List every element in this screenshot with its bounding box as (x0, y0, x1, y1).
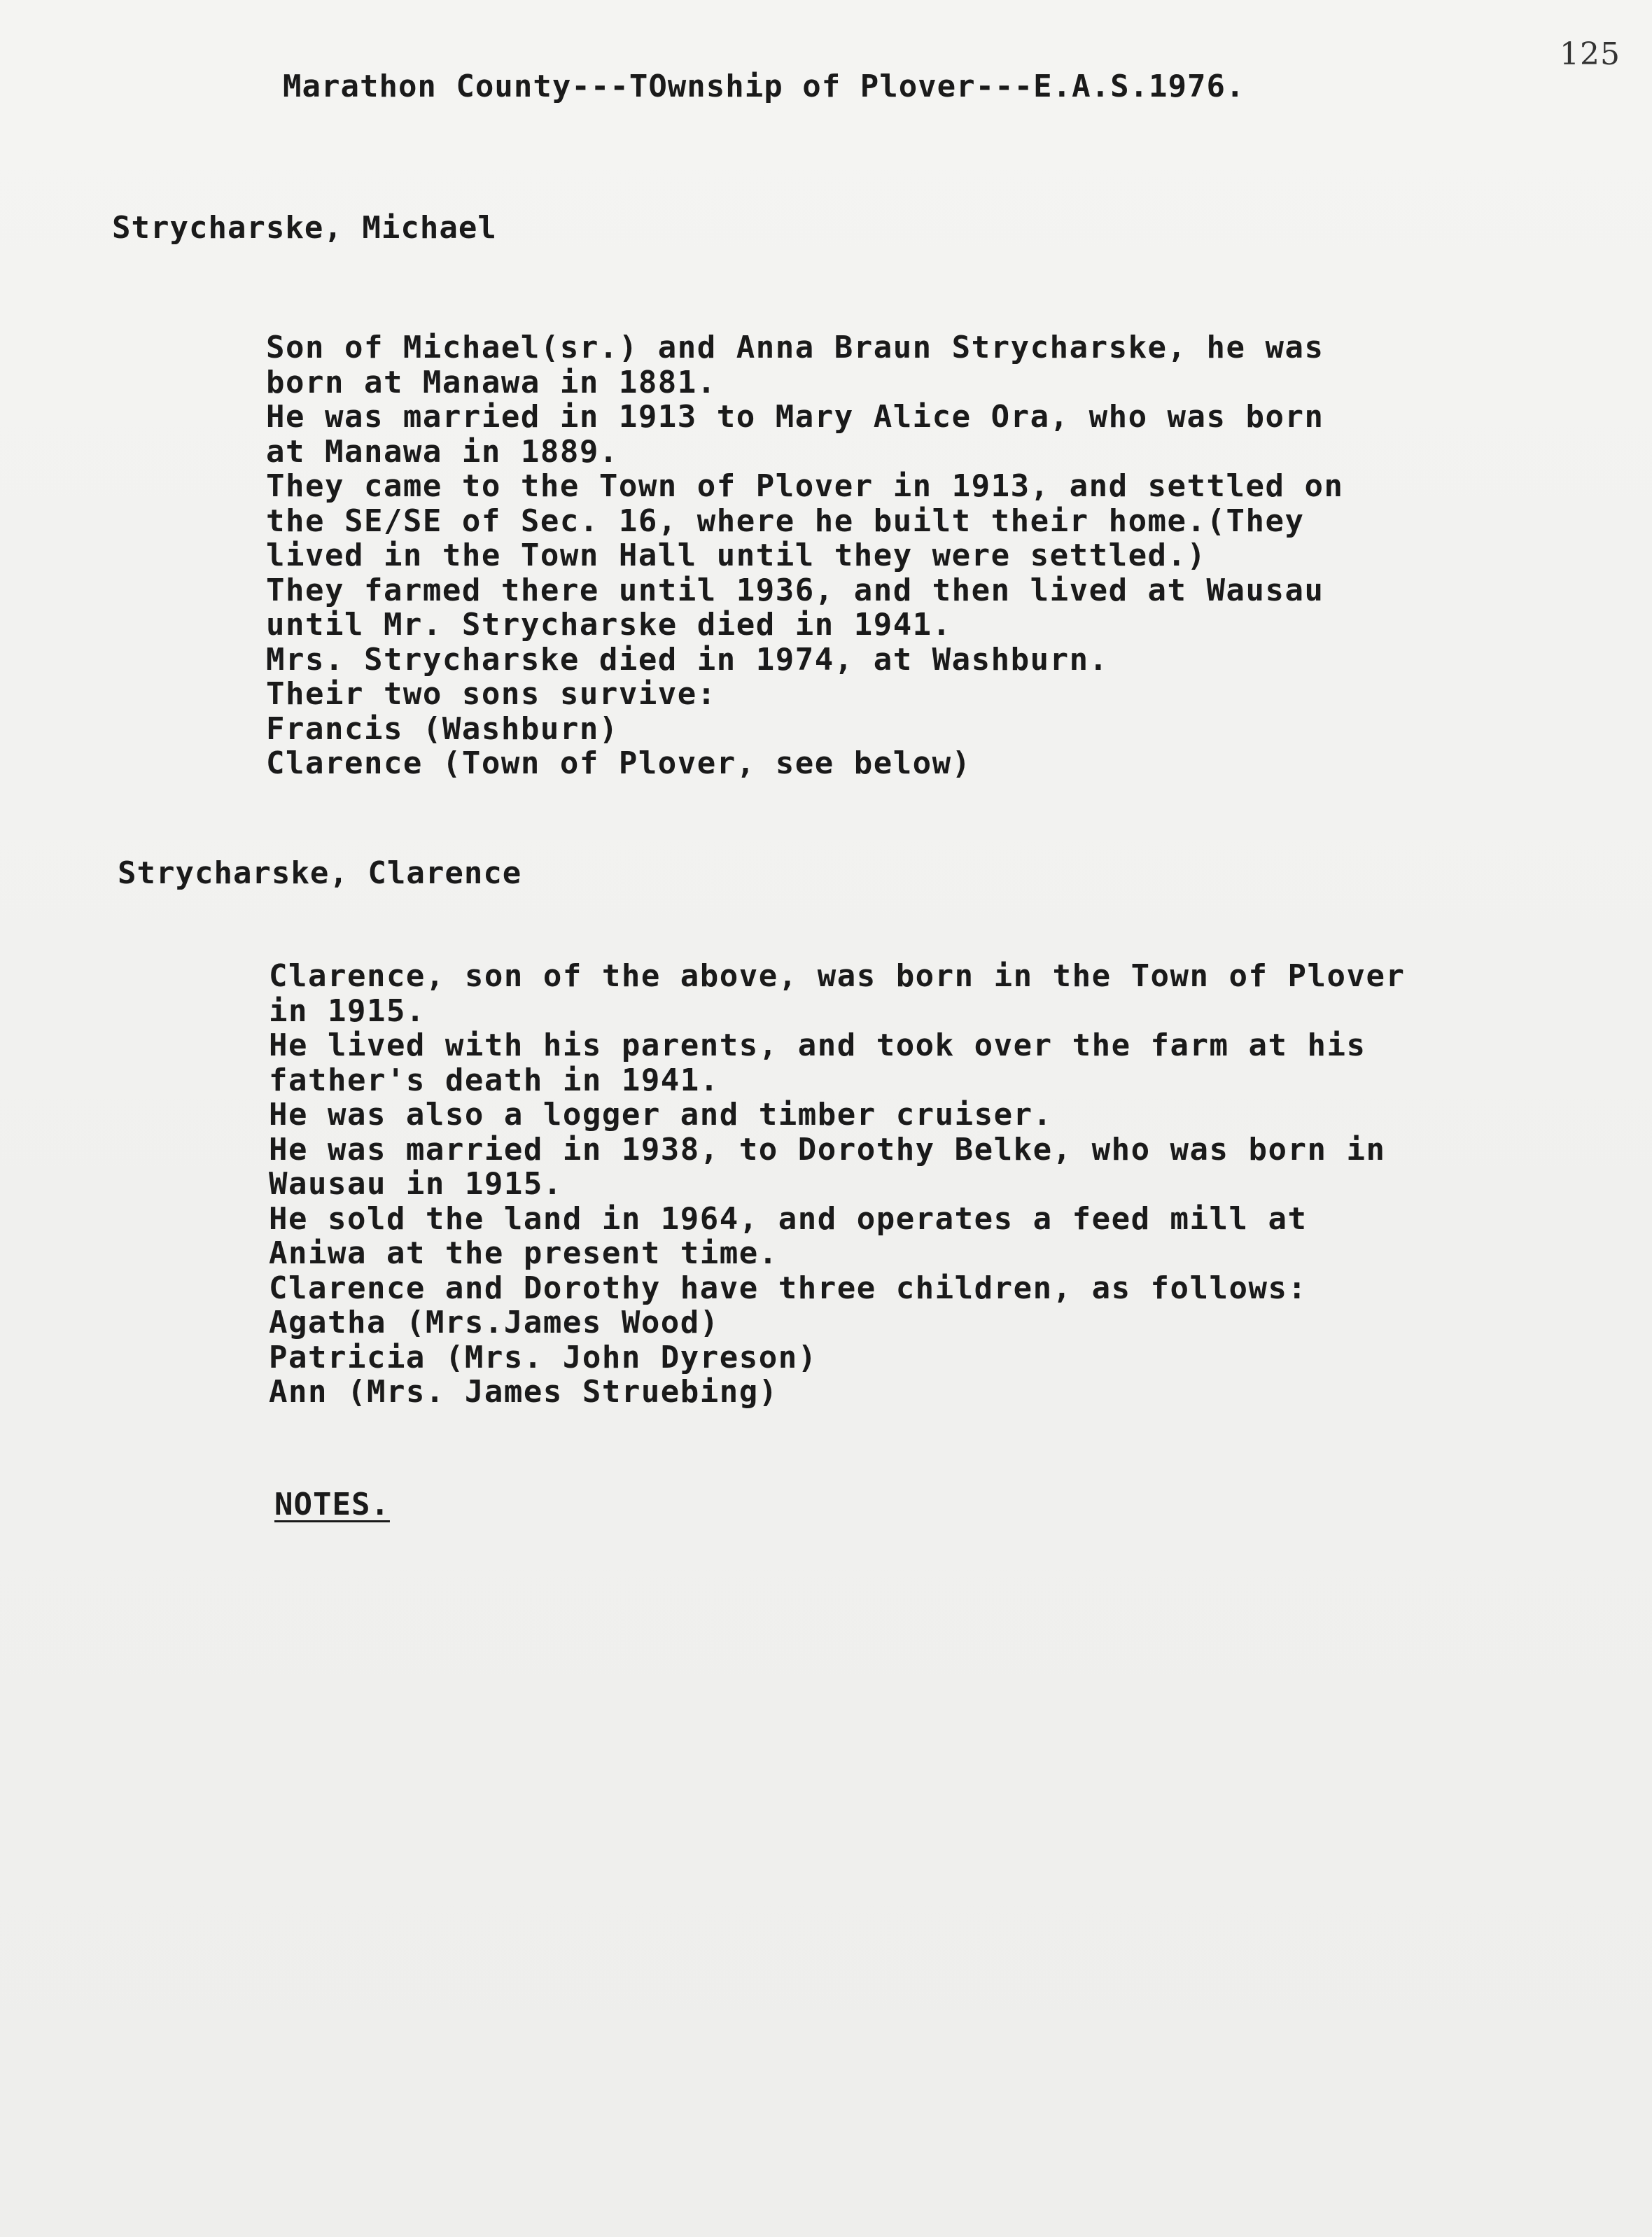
text-line: He was also a logger and timber cruiser. (269, 1097, 1053, 1132)
text-line: the SE/SE of Sec. 16, where he built their home.(They (266, 503, 1305, 539)
page-number: 125 (1560, 36, 1620, 72)
text-line: He lived with his parents, and took over the farm at his (269, 1028, 1366, 1063)
entry-heading-michael: Strycharske, Michael (112, 210, 497, 246)
text-line: They came to the Town of Plover in 1913, and settled on (266, 468, 1344, 504)
text-line: Clarence (Town of Plover, see below) (266, 745, 972, 781)
entry-body-michael (266, 330, 1343, 781)
text-line: Wausau in 1915. (269, 1166, 563, 1202)
text-line: in 1915. (269, 993, 426, 1029)
text-line: Ann (Mrs. James Struebing) (269, 1374, 778, 1410)
text-line: at Manawa in 1889. (266, 433, 619, 470)
text-line: Aniwa at the present time. (269, 1235, 778, 1271)
text-line: until Mr. Strycharske died in 1941. (266, 607, 952, 643)
entry-heading-clarence: Strycharske, Clarence (118, 855, 522, 891)
text-line: Clarence and Dorothy have three children, as follows: (269, 1270, 1308, 1306)
text-line: Clarence, son of the above, was born in the Town of Plover (269, 958, 1406, 994)
text-line: Mrs. Strycharske died in 1974, at Washburn. (266, 641, 1109, 678)
text-line: Patricia (Mrs. John Dyreson) (269, 1339, 818, 1375)
text-line: They farmed there until 1936, and then lived at Wausau (266, 572, 1324, 608)
text-line: Francis (Washburn) (266, 710, 619, 747)
notes-heading: NOTES. (274, 1487, 390, 1522)
text-line: He was married in 1913 to Mary Alice Ora, who was born (266, 399, 1324, 435)
text-line: Son of Michael(sr.) and Anna Braun Strycharske, he was (266, 330, 1324, 365)
text-line: father's death in 1941. (269, 1062, 720, 1098)
text-line: born at Manawa in 1881. (266, 364, 717, 400)
document-header: Marathon County---TOwnship of Plover---E.A.S.1976. (283, 69, 1245, 104)
text-line: lived in the Town Hall until they were settled.) (266, 538, 1207, 573)
entry-body-clarence (269, 959, 1405, 1410)
text-line: Agatha (Mrs.James Wood) (269, 1305, 720, 1340)
text-line: Their two sons survive: (266, 676, 717, 712)
text-line: He sold the land in 1964, and operates a feed mill at (269, 1200, 1308, 1237)
text-line: He was married in 1938, to Dorothy Belke, who was born in (269, 1131, 1386, 1167)
